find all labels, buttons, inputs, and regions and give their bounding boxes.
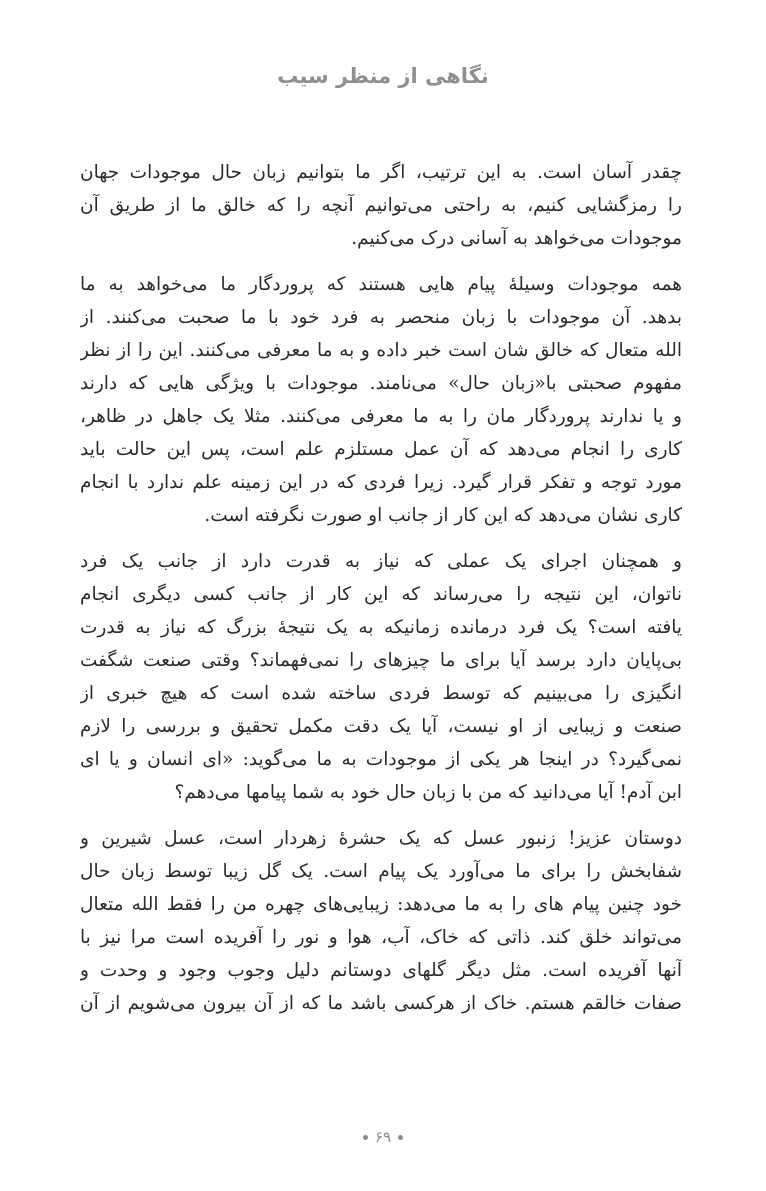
text-line: دوستان عزیز! زنبور عسل که یک حشرهٔ زهردار است، عسل شیرین و bbox=[80, 828, 682, 849]
text-line: ناتوان، این نتیجه را می‌رساند که این کار از جانب کسی دیگری انجام bbox=[80, 584, 682, 605]
text-line: صفات خالقم هستم. خاک از هرکسی باشد ما که از آن بیرون می‌شویم از آن bbox=[80, 993, 682, 1014]
text-line: الله متعال که خالق شان است خبر داده و به ما معرفی می‌کنند. این را از نظر bbox=[80, 340, 682, 361]
text-line: آنها آفریده است. مثل دیگر گلهای دوستانم دلیل وجوب وجود و وحدت و bbox=[80, 960, 682, 981]
paragraph bbox=[80, 268, 682, 532]
text-line: یافته است؟ یک فرد درمانده زمانیکه به یک نتیجهٔ بزرگ که نیاز به قدرت bbox=[80, 617, 682, 638]
text-line: شفابخش را برای ما می‌آورد یک پیام است. یک گل زیبا توسط زبان حال bbox=[80, 861, 682, 882]
text-line: کاری را انجام می‌دهد که آن عمل مستلزم علم است، پس این حالت باید bbox=[80, 439, 682, 460]
text-line: چقدر آسان است. به این ترتیب، اگر ما بتوانیم زبان حال موجودات جهان bbox=[80, 162, 682, 183]
text-line: ابن آدم! آیا می‌دانید که من با زبان حال خود به شما پیامها می‌دهم؟ bbox=[174, 782, 682, 803]
page-number-value: ۶۹ bbox=[374, 1128, 392, 1146]
text-line: موجودات می‌خواهد به آسانی درک می‌کنیم. bbox=[351, 228, 682, 249]
text-line: بی‌پایان دارد برسد آیا برای ما چیزهای را نمی‌فهماند؟ وقتی صنعت شگفت bbox=[80, 650, 682, 671]
text-line: صنعت و زیبایی از او نیست، آیا یک دقت مکمل تحقیق و بررسی را لازم bbox=[80, 716, 682, 737]
paragraph bbox=[80, 156, 682, 255]
body-text bbox=[80, 156, 682, 1033]
text-line: همه موجودات وسیلهٔ پیام هایی هستند که پروردگار ما می‌خواهد به ما bbox=[80, 274, 682, 295]
page-number bbox=[0, 1128, 766, 1146]
text-line: بدهد. آن موجودات با زبان منحصر به فرد خود با ما صحبت می‌کنند. از bbox=[80, 307, 682, 328]
text-line: و همچنان اجرای یک عملی که نیاز به قدرت دارد از جانب یک فرد bbox=[80, 551, 682, 572]
text-line: می‌تواند خلق کند. ذاتی که خاک، آب، هوا و نور را آفریده است مرا نیز با bbox=[80, 927, 682, 948]
running-header-title: نگاهی از منظر سیب bbox=[277, 64, 489, 88]
text-line: و یا ندارند پروردگار مان را به ما معرفی می‌کنند. مثلا یک جاهل در ظاهر، bbox=[80, 406, 682, 427]
paragraph bbox=[80, 822, 682, 1020]
text-line: را رمزگشایی کنیم، به راحتی می‌توانیم آنچه را که خالق ما از طریق آن bbox=[80, 195, 682, 216]
folio-dot-icon bbox=[398, 1135, 403, 1140]
text-line: مورد توجه و تفکر قرار گیرد. زیرا فردی که در این زمینه علم ندارد با انجام bbox=[80, 472, 682, 493]
folio-dot-icon bbox=[363, 1135, 368, 1140]
text-line: خود چنین پیام های را به ما می‌دهد: زیبایی‌های چهره من را فقط الله متعال bbox=[80, 894, 682, 915]
text-line: مفهوم صحبتی با«زبان حال» می‌نامند. موجودات با ویژگی هایی که دارند bbox=[80, 373, 682, 394]
text-line: نمی‌گیرد؟ در اینجا هر یکی از موجودات به ما می‌گوید: «ای انسان و یا ای bbox=[80, 749, 682, 770]
text-line: انگیزی را می‌بینیم که توسط فردی ساخته شده است که هیچ خبری از bbox=[80, 683, 682, 704]
paragraph bbox=[80, 545, 682, 809]
text-line: کاری نشان می‌دهد که این کار از جانب او صورت نگرفته است. bbox=[204, 505, 682, 526]
